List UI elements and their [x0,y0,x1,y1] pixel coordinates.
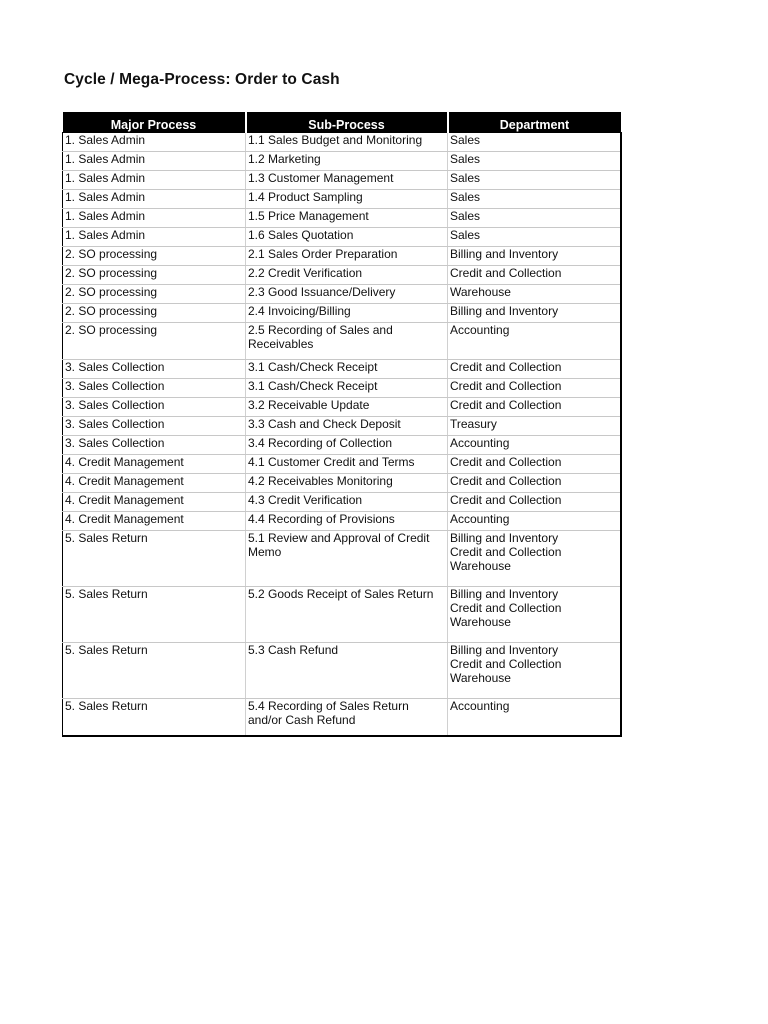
cell-sub-process: 4.4 Recording of Provisions [246,512,448,531]
table-row [63,379,621,398]
cell-department: Warehouse [448,285,621,304]
table-row [63,266,621,285]
cell-major-process: 3. Sales Collection [63,436,246,455]
cell-department: Sales [448,190,621,209]
cell-sub-process: 3.2 Receivable Update [246,398,448,417]
cell-sub-process: 2.4 Invoicing/Billing [246,304,448,323]
cell-department: Credit and Collection [448,493,621,512]
cell-major-process: 4. Credit Management [63,493,246,512]
cell-sub-process: 3.4 Recording of Collection [246,436,448,455]
cell-sub-process: 1.4 Product Sampling [246,190,448,209]
table-row [63,699,621,737]
process-table [62,112,622,737]
cell-sub-process: 4.1 Customer Credit and Terms [246,455,448,474]
cell-major-process: 1. Sales Admin [63,171,246,190]
cell-department: Treasury [448,417,621,436]
cell-department: Credit and Collection [448,455,621,474]
cell-sub-process: 4.3 Credit Verification [246,493,448,512]
table-row [63,152,621,171]
cell-sub-process: 2.1 Sales Order Preparation [246,247,448,266]
table-row [63,512,621,531]
cell-sub-process: 2.5 Recording of Sales and Receivables [246,323,448,360]
cell-sub-process: 5.2 Goods Receipt of Sales Return [246,587,448,643]
header-major-process: Major Process [63,112,246,133]
cell-major-process: 2. SO processing [63,304,246,323]
cell-major-process: 1. Sales Admin [63,209,246,228]
table-row [63,285,621,304]
table-row [63,304,621,323]
table-row [63,228,621,247]
cell-sub-process: 1.5 Price Management [246,209,448,228]
table-row [63,417,621,436]
cell-sub-process: 5.4 Recording of Sales Return and/or Cash Refund [246,699,448,737]
cell-department: Billing and Inventory [448,247,621,266]
cell-major-process: 2. SO processing [63,323,246,360]
table-row [63,360,621,379]
cell-department: Credit and Collection [448,266,621,285]
cell-major-process: 3. Sales Collection [63,398,246,417]
cell-department: Accounting [448,436,621,455]
cell-department: Billing and Inventory Credit and Collection Warehouse [448,643,621,699]
table-row [63,190,621,209]
cell-major-process: 5. Sales Return [63,587,246,643]
table-row [63,474,621,493]
cell-sub-process: 1.3 Customer Management [246,171,448,190]
cell-sub-process: 1.1 Sales Budget and Monitoring [246,133,448,152]
cell-major-process: 5. Sales Return [63,531,246,587]
cell-major-process: 4. Credit Management [63,512,246,531]
cell-department: Credit and Collection [448,474,621,493]
cell-major-process: 5. Sales Return [63,643,246,699]
cell-department: Accounting [448,512,621,531]
cell-sub-process: 2.2 Credit Verification [246,266,448,285]
cell-major-process: 1. Sales Admin [63,133,246,152]
cell-major-process: 1. Sales Admin [63,228,246,247]
cell-major-process: 1. Sales Admin [63,190,246,209]
table-header-row [63,112,621,133]
page-title: Cycle / Mega-Process: Order to Cash [64,71,340,88]
cell-department: Billing and Inventory [448,304,621,323]
cell-major-process: 3. Sales Collection [63,379,246,398]
cell-department: Sales [448,228,621,247]
cell-department: Sales [448,209,621,228]
cell-department: Sales [448,133,621,152]
cell-department: Accounting [448,323,621,360]
cell-department: Billing and Inventory Credit and Collection Warehouse [448,587,621,643]
table-row [63,531,621,587]
table-row [63,247,621,266]
cell-major-process: 2. SO processing [63,285,246,304]
table-row [63,171,621,190]
table-row [63,455,621,474]
table-row [63,643,621,699]
cell-sub-process: 2.3 Good Issuance/Delivery [246,285,448,304]
cell-sub-process: 1.6 Sales Quotation [246,228,448,247]
cell-major-process: 4. Credit Management [63,455,246,474]
cell-sub-process: 3.1 Cash/Check Receipt [246,379,448,398]
cell-major-process: 4. Credit Management [63,474,246,493]
table-row [63,209,621,228]
cell-sub-process: 5.3 Cash Refund [246,643,448,699]
table-row [63,133,621,152]
cell-department: Credit and Collection [448,398,621,417]
header-department: Department [448,112,621,133]
cell-department: Billing and Inventory Credit and Collection Warehouse [448,531,621,587]
table-row [63,493,621,512]
cell-major-process: 3. Sales Collection [63,360,246,379]
cell-sub-process: 4.2 Receivables Monitoring [246,474,448,493]
table-row [63,398,621,417]
cell-sub-process: 1.2 Marketing [246,152,448,171]
cell-sub-process: 3.1 Cash/Check Receipt [246,360,448,379]
cell-major-process: 2. SO processing [63,247,246,266]
cell-department: Sales [448,152,621,171]
table-row [63,323,621,360]
cell-department: Credit and Collection [448,360,621,379]
cell-major-process: 5. Sales Return [63,699,246,737]
cell-department: Credit and Collection [448,379,621,398]
table-row [63,587,621,643]
cell-major-process: 3. Sales Collection [63,417,246,436]
header-sub-process: Sub-Process [246,112,448,133]
cell-department: Sales [448,171,621,190]
cell-sub-process: 3.3 Cash and Check Deposit [246,417,448,436]
cell-sub-process: 5.1 Review and Approval of Credit Memo [246,531,448,587]
cell-department: Accounting [448,699,621,737]
cell-major-process: 2. SO processing [63,266,246,285]
table-row [63,436,621,455]
cell-major-process: 1. Sales Admin [63,152,246,171]
